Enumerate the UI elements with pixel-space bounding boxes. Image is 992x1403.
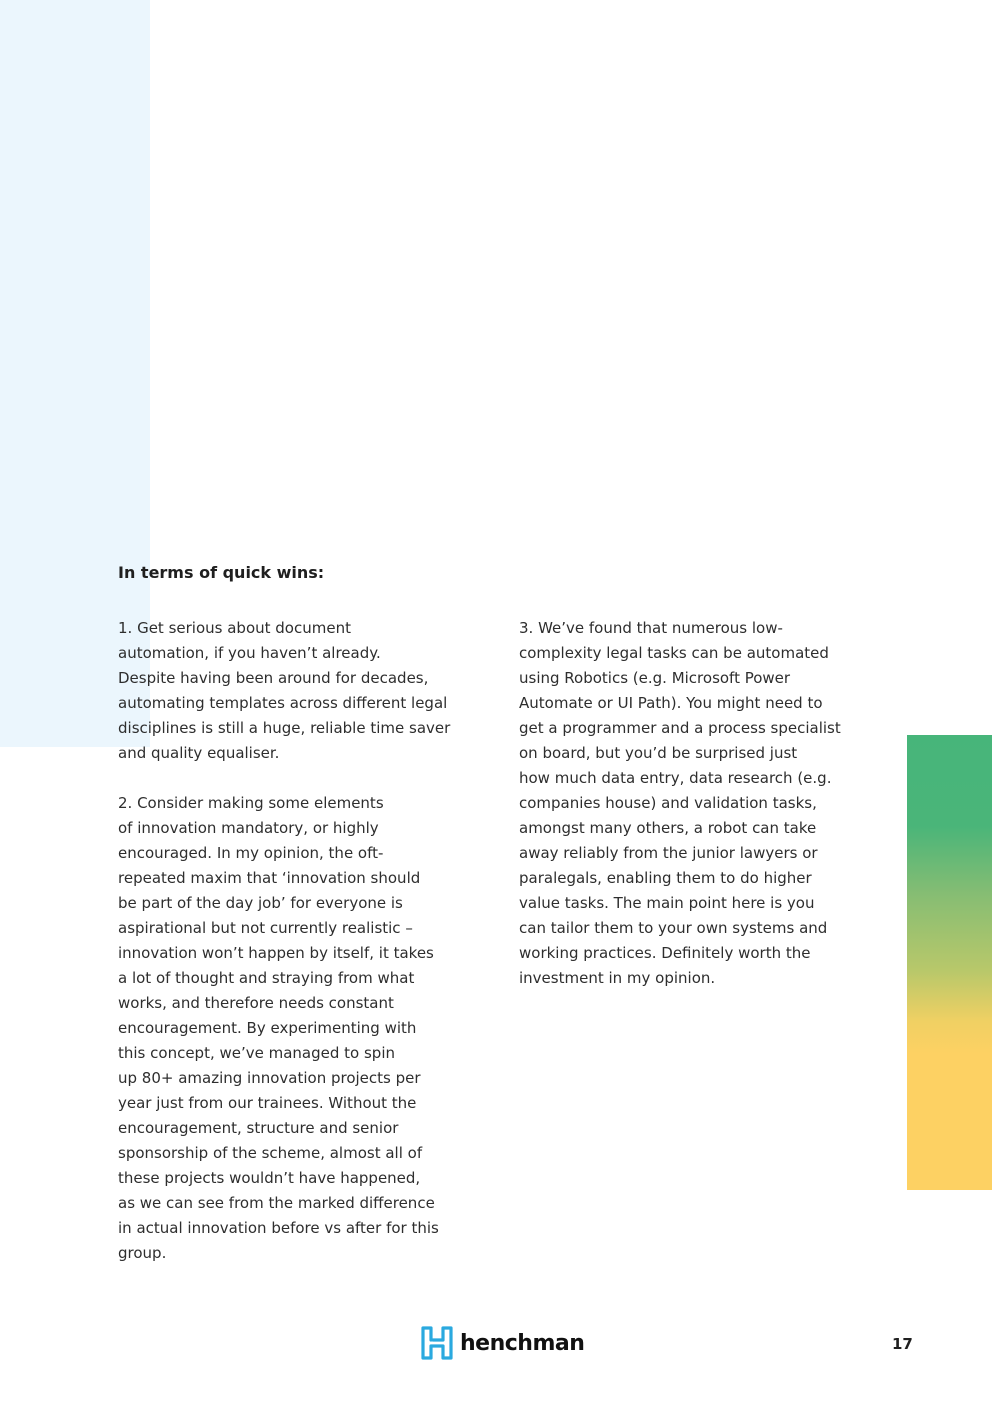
list-item-1: 1. Get serious about document automation, if you haven’t already. Despite having been around for decades, automating templates across different legal disciplines is still a huge, reliable time saver and quality equaliser. xyxy=(118,619,451,762)
logo-wordmark: henchman xyxy=(460,1330,585,1356)
list-item-2: 2. Consider making some elements of innovation mandatory, or highly encouraged. In my opinion, the oft- repeated maxim that ‘innovation should be part of the day job’ for everyone is aspirational but not currently realistic – innovation won’t happen by itself, it takes a lot of thought and straying from what works, and therefore needs constant encouragement. By experimenting with this concept, we’ve managed to spin up 80+ amazing innovation projects per year just from our trainees. Without the encouragement, structure and senior sponsorship of the scheme, almost all of these projects wouldn’t have happened, as we can see from the marked difference in actual innovation before vs after for this group. xyxy=(118,794,439,1262)
section-heading: In terms of quick wins: xyxy=(118,563,325,582)
henchman-logo xyxy=(420,1325,584,1361)
list-item-3: 3. We’ve found that numerous low- complexity legal tasks can be automated using Robotics (e.g. Microsoft Power Automate or UI Path). You might need to get a programmer and a process specialist on board, but you’d be surprised just how much data entry, data research (e.g. companies house) and validation tasks, amongst many others, a robot can take away reliably from the junior lawyers or paralegals, enabling them to do higher value tasks. The main point here is you can tailor them to your own systems and working practices. Definitely worth the investment in my opinion. xyxy=(519,619,841,987)
right-column xyxy=(519,616,864,991)
page-number: 17 xyxy=(892,1335,913,1353)
henchman-h-logo-icon xyxy=(420,1325,454,1361)
left-column xyxy=(118,616,473,1266)
decorative-gradient-bar xyxy=(907,735,992,1190)
